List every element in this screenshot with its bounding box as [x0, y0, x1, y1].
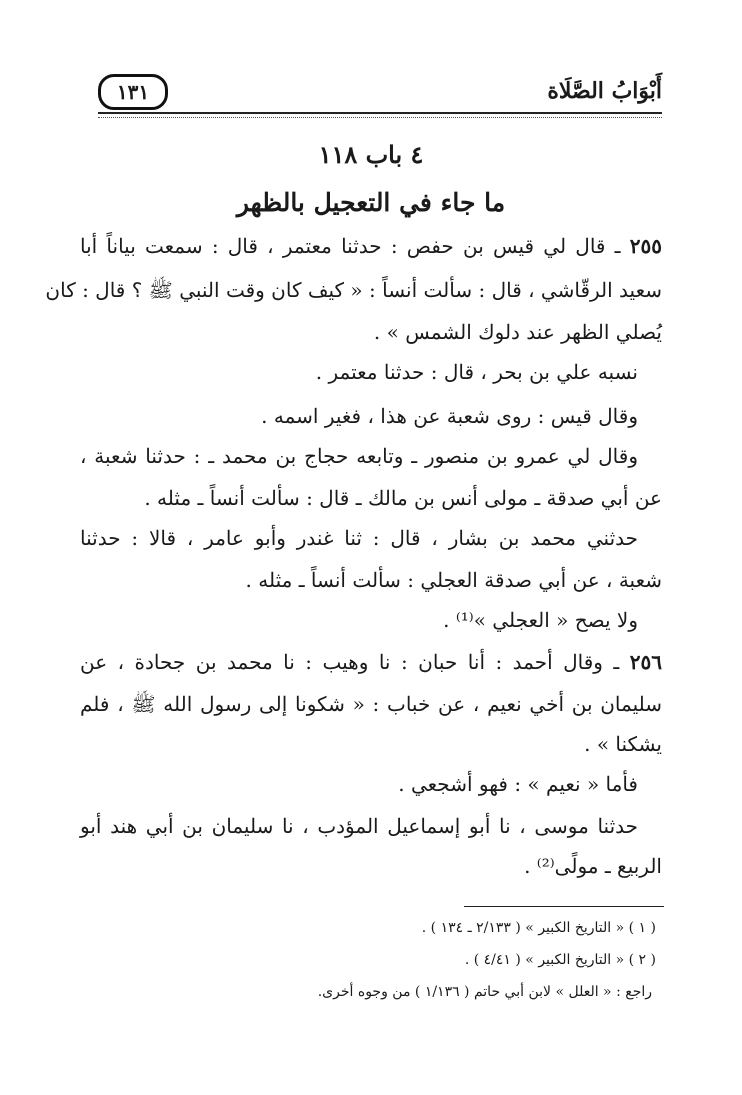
text-line — [80, 648, 662, 676]
footnote: ( ١ ) « التاريخ الكبير » ( ٢/١٣٣ ـ ١٣٤ ) . — [421, 920, 656, 936]
text-line: حدثنا موسى ، نا أبو إسماعيل المؤدب ، نا سليمان بن أبي هند أبو — [80, 814, 638, 838]
text-line: وقال قيس : روى شعبة عن هذا ، فغير اسمه . — [261, 404, 638, 428]
text-line: ولا يصح « العجلي »⁽¹⁾ . — [443, 608, 638, 632]
text-line: نسبه علي بن بحر ، قال : حدثنا معتمر . — [315, 360, 638, 384]
text-line — [80, 232, 662, 260]
line-text: ـ وقال أحمد : أنا حبان : نا وهيب : نا محمد بن جحادة ، عن — [80, 650, 630, 674]
text-line: شعبة ، عن أبي صدقة العجلي : سألت أنساً ـ مثله . — [245, 568, 662, 592]
text-line: سليمان بن أخي نعيم ، عن خباب : « شكونا إلى رسول الله ﷺ ، فلم — [80, 692, 662, 716]
text-line: حدثني محمد بن بشار ، قال : ثنا غندر وأبو عامر ، قالا : حدثنا — [80, 526, 638, 550]
line-text: ـ قال لي قيس بن حفص : حدثنا معتمر ، قال : سمعت بياناً أبا — [80, 234, 630, 258]
text-line: يُصلي الظهر عند دلوك الشمس » . — [373, 320, 662, 344]
header-rule — [98, 112, 662, 118]
footnote-rule — [464, 906, 664, 907]
hadith-number: ٢٥٥ — [629, 234, 662, 258]
hadith-number: ٢٥٦ — [629, 650, 662, 674]
page-number: ١٣١ — [98, 74, 168, 110]
text-line: وقال لي عمرو بن منصور ـ وتابعه حجاج بن محمد ـ : حدثنا شعبة ، — [80, 444, 638, 468]
text-line: يشكنا » . — [584, 732, 662, 756]
chapter-number: ٤ باب ١١٨ — [318, 140, 424, 169]
footnote: ( ٢ ) « التاريخ الكبير » ( ٤/٤١ ) . — [464, 952, 656, 968]
running-title: أَبْوَابُ الصَّلَاة — [547, 78, 662, 104]
text-line: سعيد الرقّاشي ، قال : سألت أنساً : « كيف كان وقت النبي ﷺ ؟ قال : كان — [45, 278, 662, 302]
text-line: الربيع ـ مولًى⁽²⁾ . — [524, 854, 662, 878]
chapter-title: ما جاء في التعجيل بالظهر — [236, 188, 506, 217]
text-line: فأما « نعيم » : فهو أشجعي . — [398, 772, 638, 796]
text-line: عن أبي صدقة ـ مولى أنس بن مالك ـ قال : سألت أنساً ـ مثله . — [144, 486, 662, 510]
footnote: راجع : « العلل » لابن أبي حاتم ( ١/١٣٦ ) من وجوه أخرى. — [317, 984, 652, 1000]
